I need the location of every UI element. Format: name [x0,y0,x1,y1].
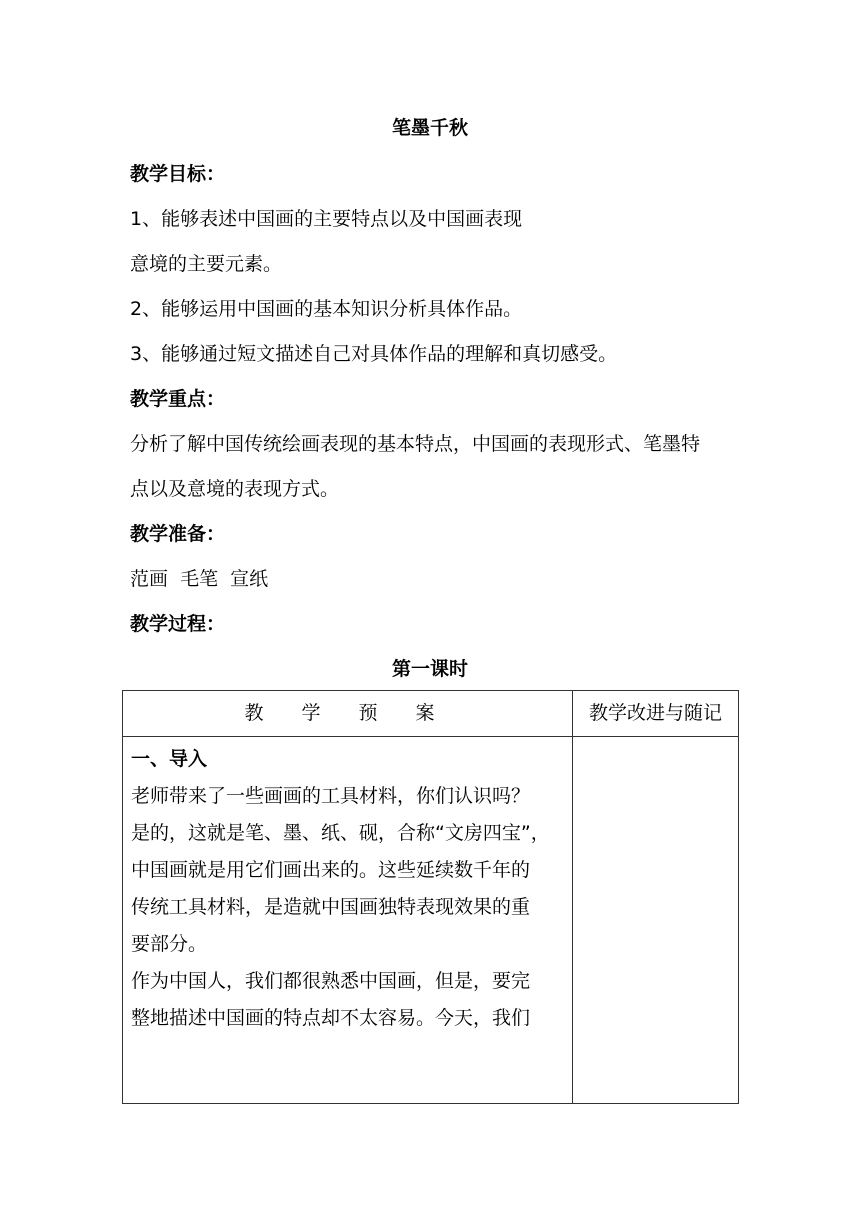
process-heading: 教学过程： [130,613,226,635]
objective-line: 1、能够表述中国画的主要特点以及中国画表现 [130,208,523,230]
focus-line: 分析了解中国传统绘画表现的基本特点，中国画的表现形式、笔墨特 [130,433,701,455]
table-header-row [123,691,739,737]
table-row [123,737,739,1104]
prep-heading: 教学准备： [130,523,226,545]
plan-line: 传统工具材料，是造就中国画独特表现效果的重 [131,896,531,918]
notes-cell [573,737,739,1104]
objective-line: 3、能够通过短文描述自己对具体作品的理解和真切感受。 [130,343,618,365]
plan-line: 整地描述中国画的特点却不太容易。今天，我们 [131,1007,531,1029]
plan-cell [123,737,573,1104]
objectives-heading: 教学目标： [130,163,226,185]
objective-line: 意境的主要元素。 [130,253,283,275]
header-plan: 教 学 预 案 [123,691,573,737]
plan-line: 要部分。 [131,933,208,955]
lesson-plan-table [122,690,739,1104]
header-notes: 教学改进与随记 [573,691,739,737]
section-heading: 一、导入 [131,748,208,770]
plan-line: 老师带来了一些画画的工具材料，你们认识吗？ [131,785,531,807]
plan-line: 中国画就是用它们画出来的。这些延续数千年的 [131,859,531,881]
objective-line: 2、能够运用中国画的基本知识分析具体作品。 [130,298,523,320]
plan-line: 是的，这就是笔、墨、纸、砚，合称“文房四宝”， [131,822,550,844]
prep-items: 范画 毛笔 宣纸 [130,568,269,590]
session-title: 第一课时 [391,658,468,680]
document-title: 笔墨千秋 [391,117,468,139]
plan-line: 作为中国人，我们都很熟悉中国画，但是，要完 [131,970,531,992]
focus-heading: 教学重点： [130,388,226,410]
focus-line: 点以及意境的表现方式。 [130,478,340,500]
